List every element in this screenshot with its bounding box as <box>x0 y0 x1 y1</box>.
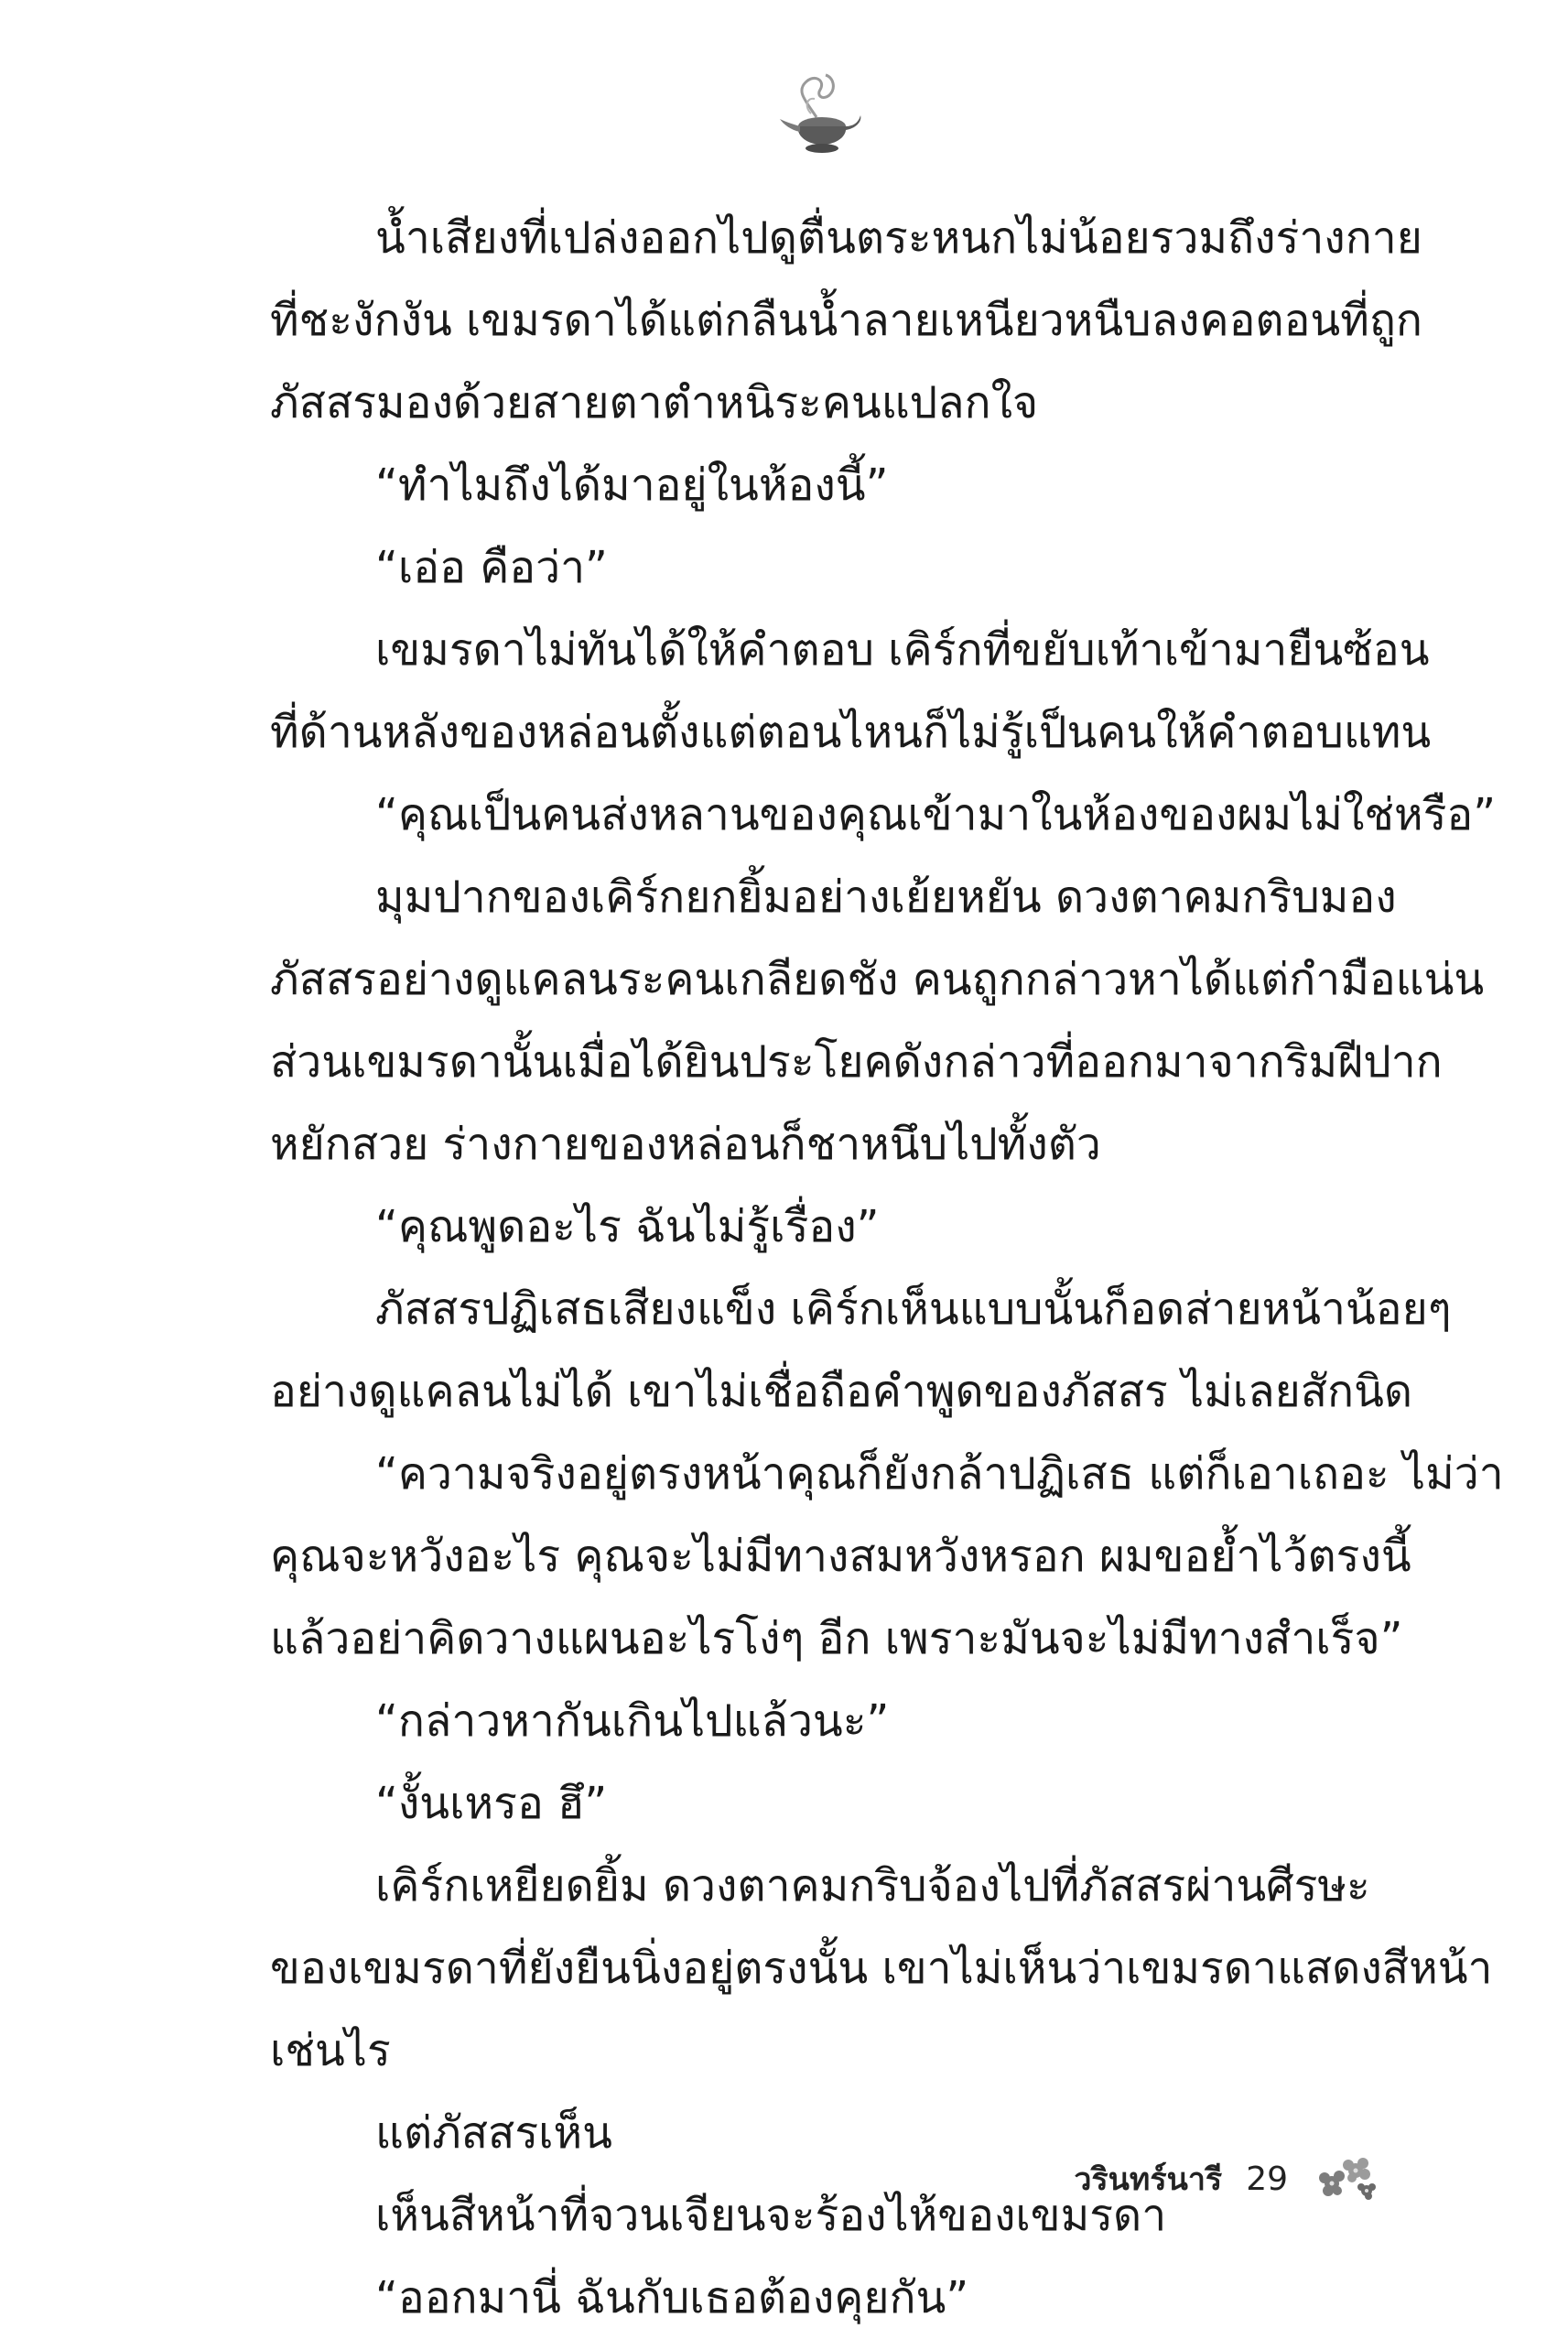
text-line: ภัสสรมองด้วยสายตาตำหนิระคนแปลกใจ <box>270 377 1039 428</box>
dialogue-line: “คุณเป็นคนส่งหลานของคุณเข้ามาในห้องของผมไม่ใช่หรือ” <box>375 789 1497 840</box>
text-line: ที่ด้านหลังของหล่อนตั้งแต่ตอนไหนก็ไม่รู้เป็นคนให้คำตอบแทน <box>270 707 1432 758</box>
text-line: เขมรดาไม่ทันได้ให้คำตอบ เคิร์กที่ขยับเท้าเข้ามายืนซ้อน <box>375 624 1430 676</box>
text-line: ที่ชะงักงัน เขมรดาได้แต่กลืนน้ำลายเหนียวหนืบลงคอตอนที่ถูก <box>270 295 1422 346</box>
text-line: ภัสสรปฏิเสธเสียงแข็ง เคิร์กเห็นแบบนั้นก็อดส่ายหน้าน้อยๆ <box>375 1283 1452 1335</box>
genie-lamp-icon <box>769 64 870 165</box>
text-line: หยักสวย ร่างกายของหล่อนก็ชาหนึบไปทั้งตัว <box>270 1119 1101 1170</box>
body-text <box>270 197 1504 2339</box>
text-line: ส่วนเขมรดานั้นเมื่อได้ยินประโยคดังกล่าวที่ออกมาจากริมฝีปาก <box>270 1036 1443 1088</box>
text-line: ภัสสรอย่างดูแคลนระคนเกลียดชัง คนถูกกล่าวหาได้แต่กำมือแน่น <box>270 954 1485 1005</box>
text-line: แต่ภัสสรเห็น <box>375 2107 612 2159</box>
book-title: วรินทร์นารี <box>1074 2161 1223 2198</box>
dialogue-line: “กล่าวหากันเกินไปแล้วนะ” <box>375 1695 890 1747</box>
page-number: 29 <box>1246 2160 1288 2198</box>
dialogue-line: คุณจะหวังอะไร คุณจะไม่มีทางสมหวังหรอก ผมขอย้ำไว้ตรงนี้ <box>270 1531 1411 1582</box>
flower-cluster-icon <box>1312 2150 1385 2207</box>
text-line: เช่นไร <box>270 2025 391 2076</box>
dialogue-line: “ทำไมถึงได้มาอยู่ในห้องนี้” <box>375 460 889 511</box>
text-line: เห็นสีหน้าที่จวนเจียนจะร้องไห้ของเขมรดา <box>375 2190 1167 2241</box>
text-line: เคิร์กเหยียดยิ้ม ดวงตาคมกริบจ้องไปที่ภัสสรผ่านศีรษะ <box>375 1860 1370 1911</box>
text-line: ของเขมรดาที่ยังยืนนิ่งอยู่ตรงนั้น เขาไม่เห็นว่าเขมรดาแสดงสีหน้า <box>270 1943 1493 1994</box>
page-footer <box>1074 2147 1385 2211</box>
dialogue-line: “ออกมานี่ ฉันกับเธอต้องคุยกัน” <box>375 2272 969 2323</box>
text-line: อย่างดูแคลนไม่ได้ เขาไม่เชื่อถือคำพูดของภัสสร ไม่เลยสักนิด <box>270 1366 1413 1417</box>
dialogue-line: “ความจริงอยู่ตรงหน้าคุณก็ยังกล้าปฏิเสธ แต่ก็เอาเถอะ ไม่ว่า <box>375 1448 1504 1500</box>
text-line: น้ำเสียงที่เปล่งออกไปดูตื่นตระหนกไม่น้อยรวมถึงร่างกาย <box>375 212 1422 264</box>
dialogue-line: แล้วอย่าคิดวางแผนอะไรโง่ๆ อีก เพราะมันจะไม่มีทางสำเร็จ” <box>270 1613 1403 1664</box>
text-line: มุมปากของเคิร์กยกยิ้มอย่างเย้ยหยัน ดวงตาคมกริบมอง <box>375 872 1397 923</box>
dialogue-line: “งั้นเหรอ ฮึ” <box>375 1778 608 1829</box>
dialogue-line: “เอ่อ คือว่า” <box>375 542 608 593</box>
dialogue-line: “คุณพูดอะไร ฉันไม่รู้เรื่อง” <box>375 1201 880 1252</box>
